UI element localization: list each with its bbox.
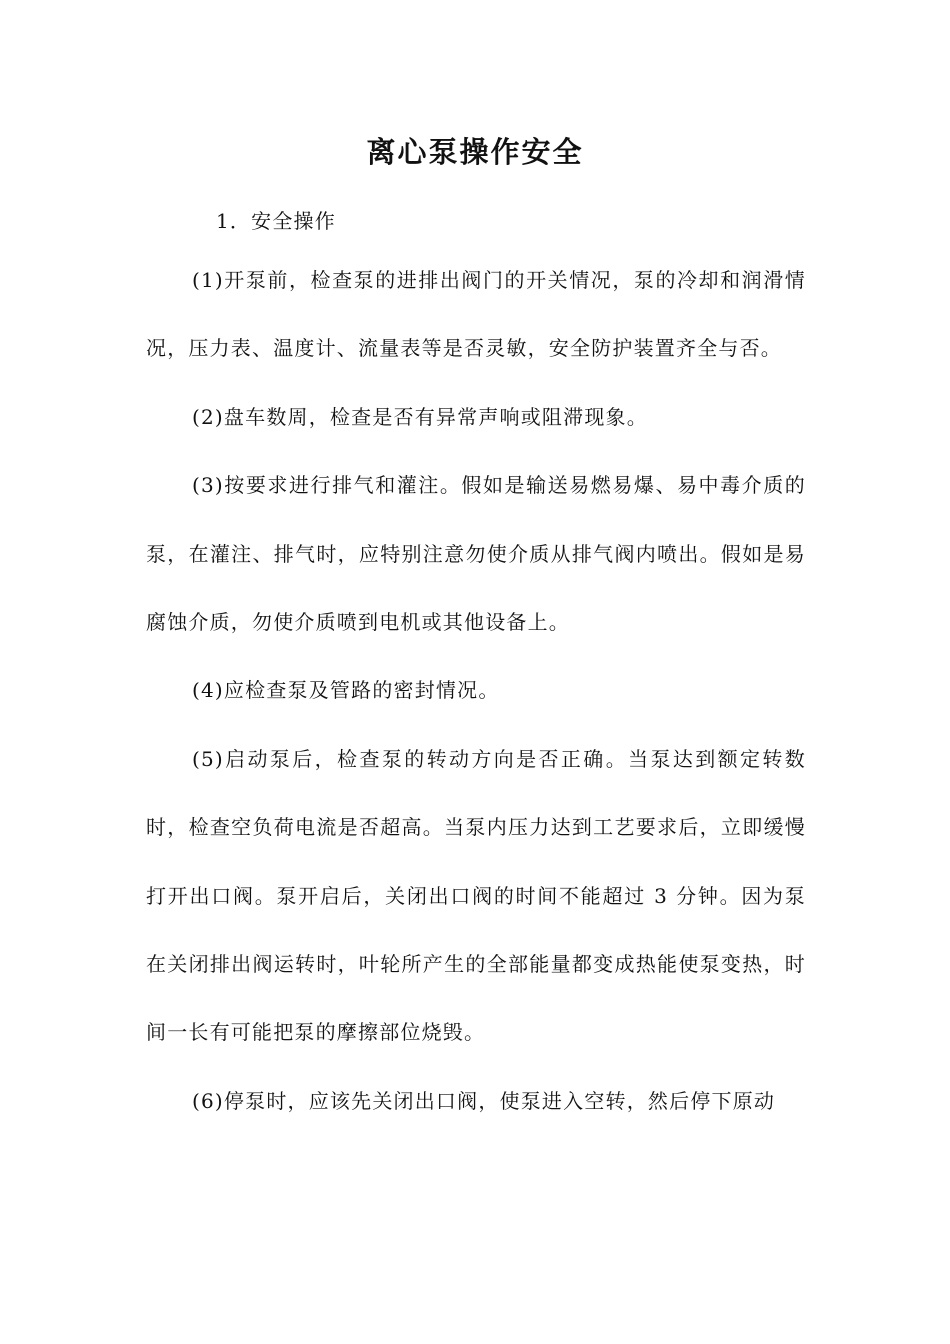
paragraph-4: (4)应检查泵及管路的密封情况。 — [192, 678, 500, 703]
paragraph-2: (2)盘车数周，检查是否有异常声响或阻滞现象。 — [192, 404, 648, 429]
paragraph-6: (6)停泵时，应该先关闭出口阀，使泵进入空转，然后停下原动 — [192, 1088, 776, 1113]
paragraph-3: (3)按要求进行排气和灌注。假如是输送易燃易爆、易中毒介质的泵，在灌注、排气时，应特别注意勿使介质从排气阀内喷出。假如是易腐蚀介质，勿使介质喷到电机或其他设备上。 — [146, 473, 806, 635]
document-body — [146, 196, 806, 1135]
paragraph-1: (1)开泵前，检查泵的进排出阀门的开关情况，泵的冷却和润滑情况，压力表、温度计、流量表等是否灵敏，安全防护装置齐全与否。 — [146, 268, 806, 361]
document-title: 离心泵操作安全 — [366, 135, 584, 169]
paragraph-5: (5)启动泵后，检查泵的转动方向是否正确。当泵达到额定转数时，检查空负荷电流是否超高。当泵内压力达到工艺要求后，立即缓慢打开出口阀。泵开启后，关闭出口阀的时间不能超过 3 分钟。因为泵在关闭排出阀运转时，叶轮所产生的全部能量都变成热能使泵变热，时间一长有可能把泵的摩擦部位烧毁。 — [146, 746, 806, 1045]
section-heading: 1．安全操作 — [216, 209, 336, 233]
